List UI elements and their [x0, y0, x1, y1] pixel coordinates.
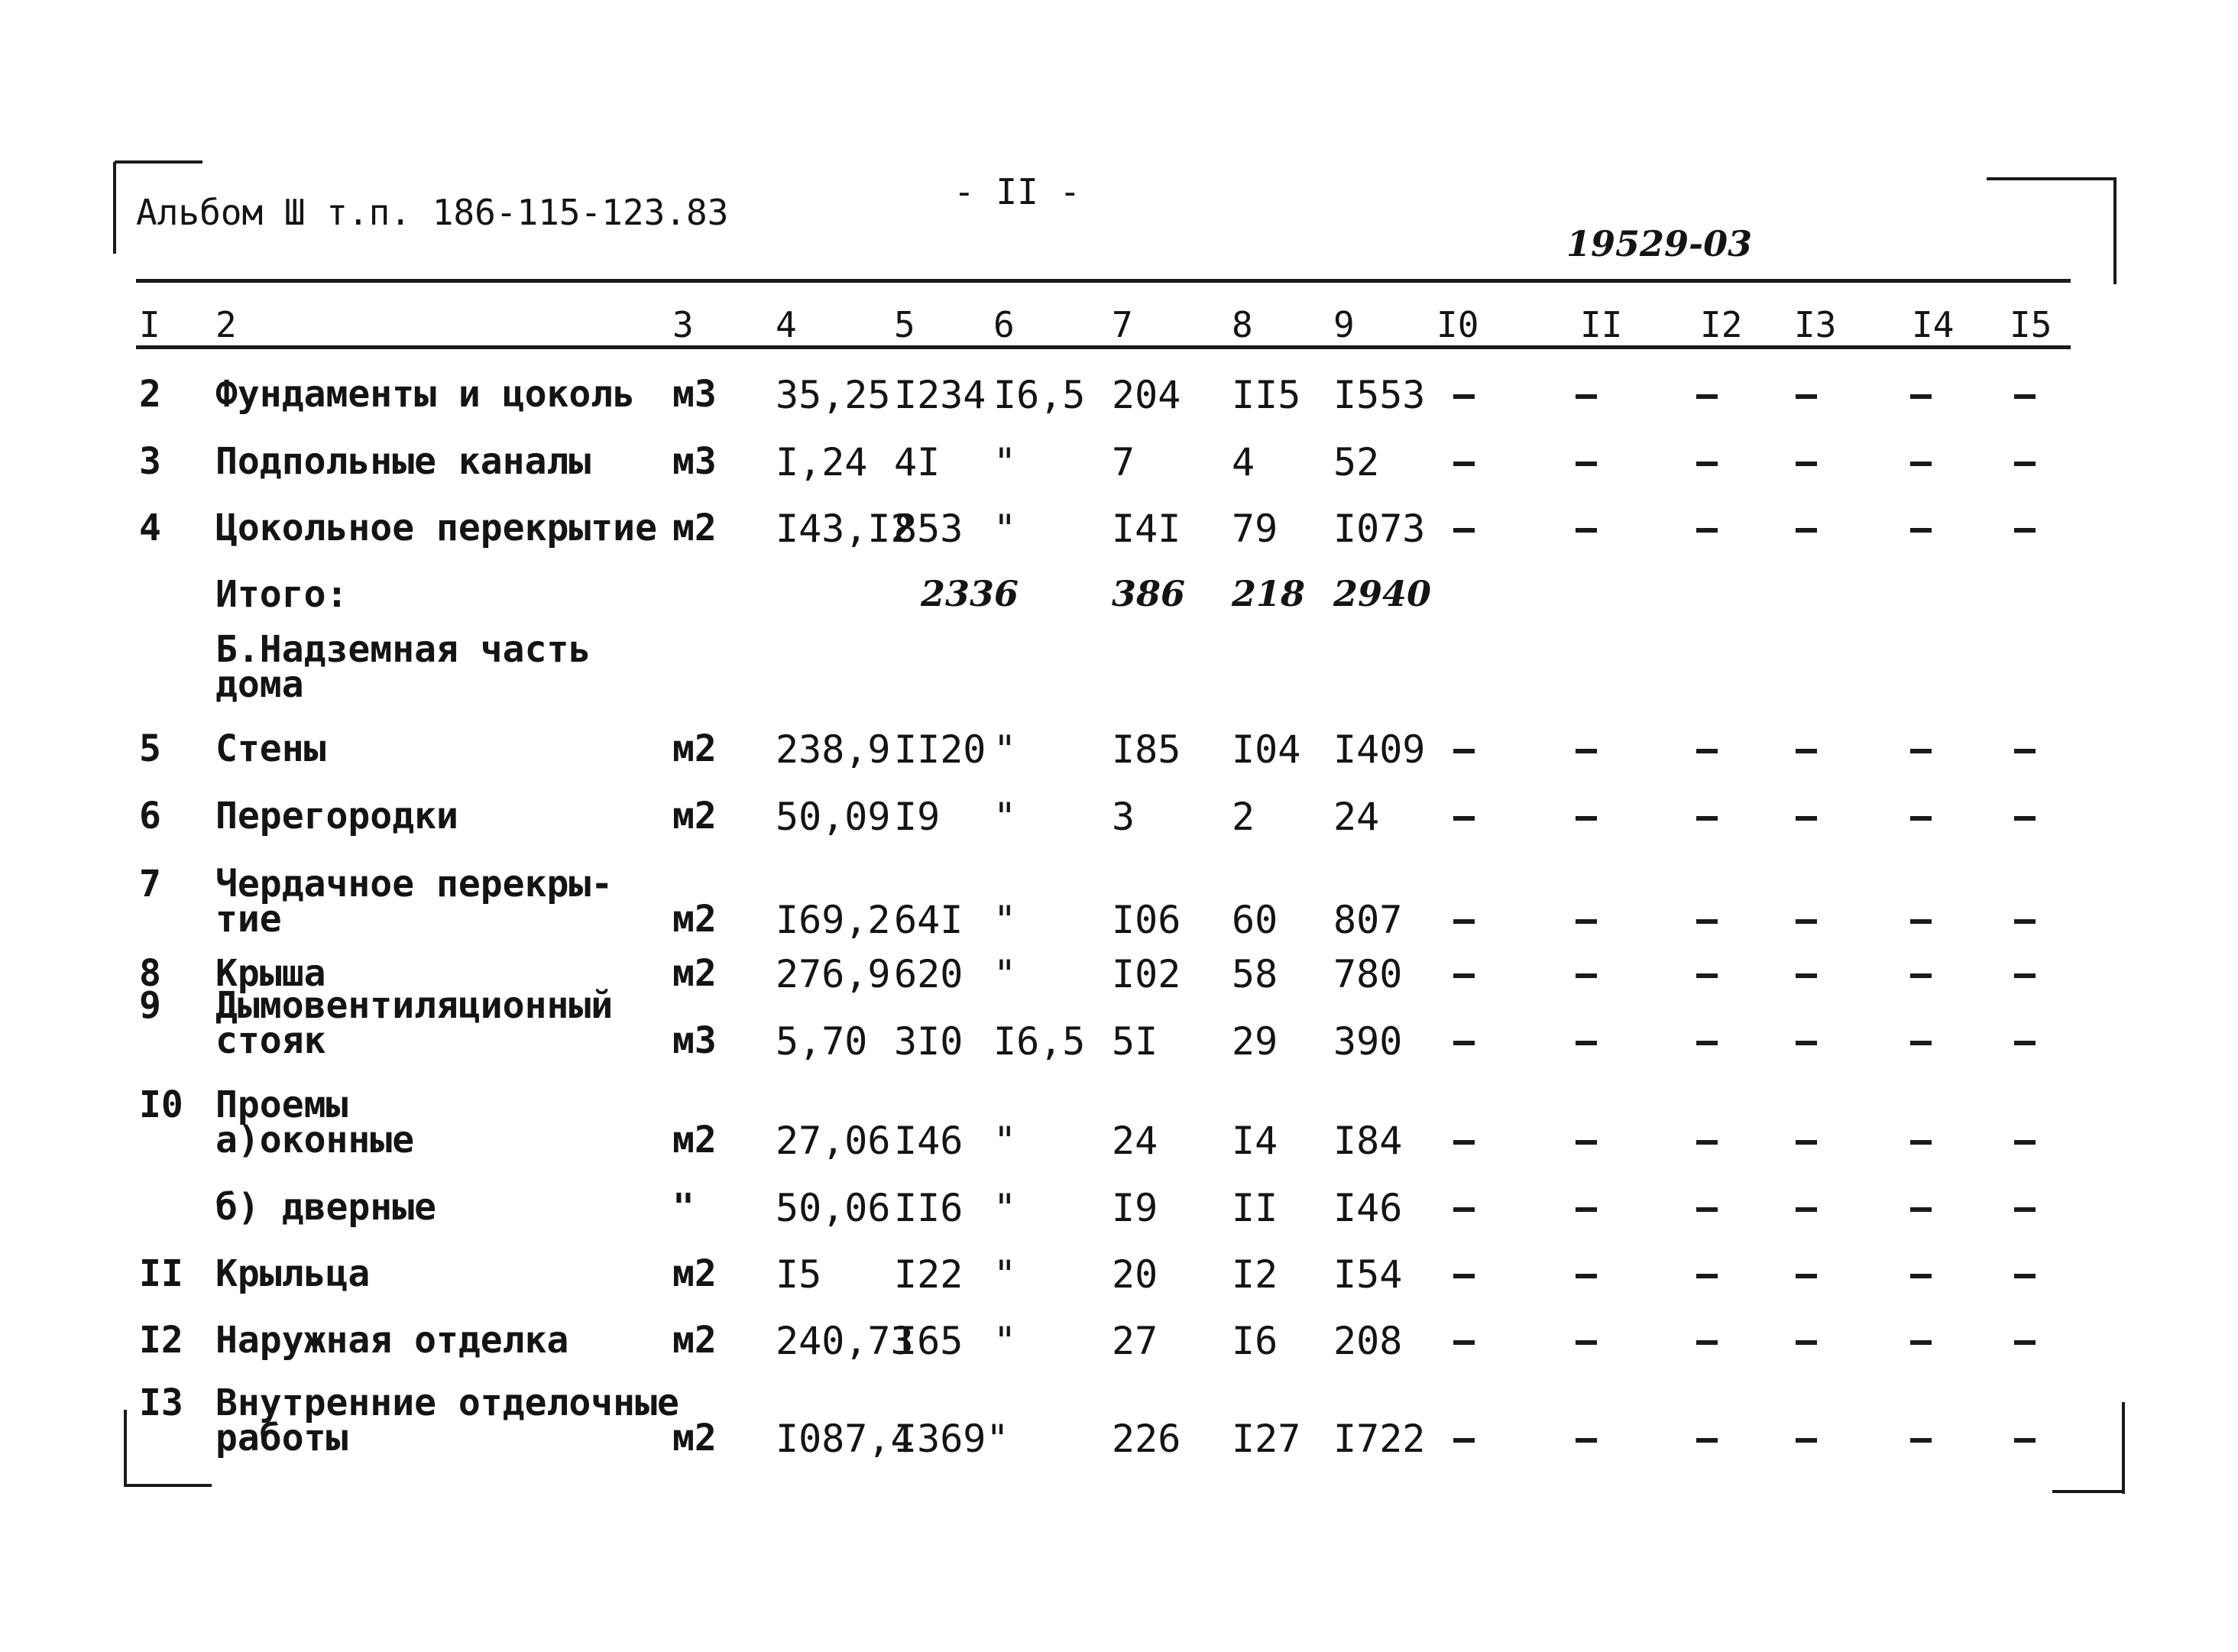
empty-cell-dash	[2014, 462, 2036, 466]
cell-col6: "	[993, 727, 1017, 772]
row-unit: м3	[672, 373, 717, 416]
empty-cell-dash	[1453, 462, 1475, 466]
row-name-line: а)оконные	[215, 1119, 415, 1161]
cell-col7: I9	[1112, 1186, 1158, 1230]
empty-cell-dash	[1796, 919, 1817, 924]
row-number: I0	[139, 1084, 183, 1126]
row-number: 2	[139, 373, 161, 416]
row-number: 4	[139, 507, 161, 549]
cell-col9: I84	[1333, 1119, 1403, 1163]
cell-col7: 27	[1112, 1319, 1158, 1363]
cell-col6: "	[993, 1119, 1017, 1163]
cell-col9: 24	[1333, 795, 1380, 839]
cell-col6: "	[993, 795, 1017, 839]
empty-cell-dash	[1696, 1438, 1718, 1443]
cell-col4: 50,06	[776, 1186, 891, 1230]
row-name-line: Цокольное перекрытие	[215, 507, 657, 549]
cell-col9: I46	[1333, 1186, 1403, 1230]
cell-col5: 853	[894, 507, 964, 551]
cell-col6: "	[993, 1319, 1017, 1363]
cell-col5: 2336	[921, 573, 1019, 614]
cell-col5: 64I	[894, 898, 964, 942]
empty-cell-dash	[1796, 1340, 1817, 1345]
column-number-10: I0	[1436, 304, 1479, 345]
empty-cell-dash	[1696, 1207, 1718, 1212]
cell-col6: "	[993, 1186, 1017, 1230]
cell-col9: 52	[1333, 440, 1380, 484]
empty-cell-dash	[1910, 1041, 1932, 1045]
column-number-11: II	[1580, 304, 1623, 345]
cell-col7: 3	[1112, 795, 1135, 839]
row-number: 5	[139, 727, 161, 770]
cell-col8: 60	[1232, 898, 1278, 942]
row-name-line: Наружная отделка	[215, 1319, 569, 1362]
row-name-line: Стены	[215, 727, 326, 770]
column-number-15: I5	[2010, 304, 2052, 345]
row-name-line: дома	[215, 663, 304, 706]
empty-cell-dash	[1696, 1140, 1718, 1145]
row-number: I2	[139, 1319, 183, 1362]
empty-cell-dash	[1576, 1041, 1597, 1045]
corner-bracket-bottom-left	[124, 1410, 127, 1486]
row-number: 7	[139, 863, 161, 905]
cell-col7: I02	[1112, 952, 1181, 996]
empty-cell-dash	[1453, 1438, 1475, 1443]
cell-col6: "	[993, 1252, 1017, 1297]
empty-cell-dash	[2014, 528, 2036, 533]
empty-cell-dash	[1696, 816, 1718, 821]
row-name-line: работы	[215, 1417, 348, 1459]
cell-col9: I409	[1333, 727, 1426, 772]
row-number: I3	[139, 1382, 183, 1424]
cell-col5: II6	[894, 1186, 964, 1230]
empty-cell-dash	[1796, 528, 1817, 533]
corner-bracket-bottom-right-h	[2052, 1490, 2125, 1493]
empty-cell-dash	[2014, 749, 2036, 753]
empty-cell-dash	[1910, 462, 1932, 466]
cell-col8: 79	[1232, 507, 1278, 551]
cell-col4: 50,09	[776, 795, 891, 839]
cell-col4: I,24	[776, 440, 868, 484]
cell-col7: I4I	[1112, 507, 1181, 551]
row-unit: м2	[672, 507, 717, 549]
empty-cell-dash	[2014, 919, 2036, 924]
empty-cell-dash	[1796, 816, 1817, 821]
empty-cell-dash	[1796, 394, 1817, 399]
cell-col4: 276,9	[776, 952, 891, 996]
column-number-3: 3	[672, 304, 694, 345]
row-unit: м2	[672, 1319, 717, 1362]
empty-cell-dash	[2014, 816, 2036, 821]
empty-cell-dash	[2014, 1274, 2036, 1278]
column-number-9: 9	[1333, 304, 1355, 345]
cell-col5: I65	[894, 1319, 964, 1363]
row-name-line: Фундаменты и цоколь	[215, 373, 636, 416]
cell-col7: I06	[1112, 898, 1181, 942]
corner-bracket-top-right-h	[1987, 177, 2117, 180]
document-code: 19529-03	[1566, 223, 1753, 264]
cell-col6: "	[993, 507, 1017, 551]
row-name-line: Б.Надземная часть	[215, 628, 591, 671]
row-unit: м3	[672, 440, 717, 483]
row-name-line: стояк	[215, 1019, 326, 1062]
empty-cell-dash	[1696, 919, 1718, 924]
cell-col4: 27,06	[776, 1119, 891, 1163]
cell-col9: I722	[1333, 1417, 1426, 1461]
cell-col9: I553	[1333, 373, 1426, 417]
empty-cell-dash	[1576, 462, 1597, 466]
corner-bracket-bottom-right	[2122, 1402, 2125, 1494]
empty-cell-dash	[1796, 1041, 1817, 1045]
empty-cell-dash	[1910, 973, 1932, 978]
cell-col5: I9	[894, 795, 941, 839]
cell-col5: 4I	[894, 440, 941, 484]
column-number-5: 5	[894, 304, 915, 345]
cell-col4: 35,25	[776, 373, 891, 417]
empty-cell-dash	[1576, 1140, 1597, 1145]
cell-col6: I6,5	[993, 1019, 1086, 1064]
empty-cell-dash	[1576, 528, 1597, 533]
empty-cell-dash	[1796, 1207, 1817, 1212]
cell-col7: 226	[1112, 1417, 1181, 1461]
cell-col9: 2940	[1333, 573, 1432, 614]
cell-col9: I073	[1333, 507, 1426, 551]
page-number: - II -	[954, 171, 1081, 212]
row-unit: "	[672, 1186, 695, 1229]
empty-cell-dash	[1576, 1274, 1597, 1278]
empty-cell-dash	[1453, 1041, 1475, 1045]
cell-col5: 3I0	[894, 1019, 964, 1064]
column-number-8: 8	[1232, 304, 1253, 345]
empty-cell-dash	[1453, 1274, 1475, 1278]
cell-col6: "	[993, 952, 1017, 996]
column-number-7: 7	[1112, 304, 1133, 345]
row-unit: м3	[672, 1019, 717, 1062]
empty-cell-dash	[1453, 394, 1475, 399]
cell-col5: I234	[894, 373, 986, 417]
empty-cell-dash	[2014, 1207, 2036, 1212]
cell-col8: I2	[1232, 1252, 1278, 1297]
row-name-line: Чердачное перекры-	[215, 863, 614, 905]
empty-cell-dash	[1910, 1340, 1932, 1345]
empty-cell-dash	[2014, 1041, 2036, 1045]
row-unit: м2	[672, 1252, 717, 1295]
empty-cell-dash	[1696, 749, 1718, 753]
empty-cell-dash	[1576, 749, 1597, 753]
empty-cell-dash	[1576, 1207, 1597, 1212]
cell-col8: 2	[1232, 795, 1255, 839]
row-unit: м2	[672, 795, 717, 837]
empty-cell-dash	[1576, 394, 1597, 399]
header-rule	[136, 279, 2071, 283]
row-unit: м2	[672, 952, 717, 995]
cell-col7: 386	[1112, 573, 1186, 614]
cell-col8: I6	[1232, 1319, 1278, 1363]
empty-cell-dash	[1910, 528, 1932, 533]
column-header-rule	[136, 345, 2071, 349]
cell-col7: 20	[1112, 1252, 1158, 1297]
empty-cell-dash	[1796, 749, 1817, 753]
corner-bracket-bottom-left-h	[124, 1484, 212, 1487]
cell-col8: I27	[1232, 1417, 1301, 1461]
cell-col7: 204	[1112, 373, 1181, 417]
cell-col5: I369"	[894, 1417, 1009, 1461]
cell-col8: 218	[1232, 573, 1306, 614]
row-unit: м2	[672, 1119, 717, 1161]
row-name-line: Дымовентиляционный	[215, 984, 614, 1027]
empty-cell-dash	[1453, 1340, 1475, 1345]
cell-col7: 7	[1112, 440, 1135, 484]
empty-cell-dash	[1910, 394, 1932, 399]
row-name-line: Итого:	[215, 573, 348, 616]
row-number: 6	[139, 795, 161, 837]
cell-col4: I087,4	[776, 1417, 914, 1461]
row-number: 9	[139, 984, 161, 1027]
empty-cell-dash	[1576, 973, 1597, 978]
cell-col5: I46	[894, 1119, 964, 1163]
empty-cell-dash	[1910, 1274, 1932, 1278]
empty-cell-dash	[1796, 1140, 1817, 1145]
row-unit: м2	[672, 1417, 717, 1459]
empty-cell-dash	[1453, 749, 1475, 753]
empty-cell-dash	[1910, 1140, 1932, 1145]
cell-col8: 29	[1232, 1019, 1278, 1064]
empty-cell-dash	[1453, 919, 1475, 924]
empty-cell-dash	[1696, 462, 1718, 466]
empty-cell-dash	[1696, 1340, 1718, 1345]
row-name-line: тие	[215, 898, 282, 941]
column-number-12: I2	[1700, 304, 1743, 345]
cell-col6: I6,5	[993, 373, 1086, 417]
empty-cell-dash	[1576, 1340, 1597, 1345]
empty-cell-dash	[2014, 394, 2036, 399]
empty-cell-dash	[1453, 1140, 1475, 1145]
cell-col8: 4	[1232, 440, 1255, 484]
cell-col4: 5,70	[776, 1019, 868, 1064]
empty-cell-dash	[1576, 1438, 1597, 1443]
empty-cell-dash	[1696, 973, 1718, 978]
column-number-1: I	[139, 304, 160, 345]
empty-cell-dash	[1696, 1274, 1718, 1278]
empty-cell-dash	[1696, 528, 1718, 533]
row-name-line: Проемы	[215, 1084, 348, 1126]
cell-col4: I43,I2	[776, 507, 914, 551]
empty-cell-dash	[1576, 816, 1597, 821]
row-name-line: б) дверные	[215, 1186, 436, 1229]
empty-cell-dash	[1696, 394, 1718, 399]
cell-col9: 208	[1333, 1319, 1403, 1363]
album-title: Альбом Ш т.п. 186-115-123.83	[136, 192, 729, 233]
cell-col4: 240,73	[776, 1319, 914, 1363]
cell-col4: 238,9	[776, 727, 891, 772]
cell-col9: I54	[1333, 1252, 1403, 1297]
empty-cell-dash	[1453, 973, 1475, 978]
empty-cell-dash	[1796, 462, 1817, 466]
row-unit: м2	[672, 898, 717, 941]
empty-cell-dash	[1910, 1438, 1932, 1443]
cell-col4: I69,2	[776, 898, 891, 942]
empty-cell-dash	[1576, 919, 1597, 924]
empty-cell-dash	[2014, 1340, 2036, 1345]
empty-cell-dash	[2014, 1140, 2036, 1145]
cell-col9: 390	[1333, 1019, 1403, 1064]
empty-cell-dash	[1910, 1207, 1932, 1212]
cell-col8: I4	[1232, 1119, 1278, 1163]
column-number-2: 2	[215, 304, 237, 345]
empty-cell-dash	[1796, 973, 1817, 978]
empty-cell-dash	[1453, 816, 1475, 821]
empty-cell-dash	[1910, 749, 1932, 753]
empty-cell-dash	[1453, 528, 1475, 533]
row-name-line: Перегородки	[215, 795, 458, 837]
empty-cell-dash	[1796, 1438, 1817, 1443]
empty-cell-dash	[1453, 1207, 1475, 1212]
row-number: 3	[139, 440, 161, 483]
cell-col8: I04	[1232, 727, 1301, 772]
empty-cell-dash	[1796, 1274, 1817, 1278]
cell-col4: I5	[776, 1252, 822, 1297]
cell-col7: 24	[1112, 1119, 1158, 1163]
cell-col5: II20	[894, 727, 986, 772]
column-number-14: I4	[1912, 304, 1955, 345]
cell-col5: I22	[894, 1252, 964, 1297]
cell-col8: II	[1232, 1186, 1278, 1230]
column-number-6: 6	[993, 304, 1015, 345]
empty-cell-dash	[2014, 1438, 2036, 1443]
row-name-line: Крыльца	[215, 1252, 371, 1295]
corner-bracket-top-left	[113, 162, 116, 254]
row-name-line: Подпольные каналы	[215, 440, 591, 483]
empty-cell-dash	[1696, 1041, 1718, 1045]
cell-col7: I85	[1112, 727, 1181, 772]
cell-col8: 58	[1232, 952, 1278, 996]
row-unit: м2	[672, 727, 717, 770]
cell-col6: "	[993, 898, 1017, 942]
column-number-13: I3	[1794, 304, 1837, 345]
empty-cell-dash	[2014, 973, 2036, 978]
row-name-line: Крыша	[215, 952, 326, 995]
column-number-4: 4	[776, 304, 797, 345]
cell-col9: 807	[1333, 898, 1403, 942]
cell-col5: 620	[894, 952, 964, 996]
corner-bracket-top-left-h	[115, 160, 202, 164]
cell-col9: 780	[1333, 952, 1403, 996]
row-name-line: Внутренние отделочные	[215, 1382, 679, 1424]
empty-cell-dash	[1910, 816, 1932, 821]
corner-bracket-top-right	[2113, 177, 2117, 284]
cell-col7: 5I	[1112, 1019, 1158, 1064]
cell-col8: II5	[1232, 373, 1301, 417]
empty-cell-dash	[1910, 919, 1932, 924]
row-number: II	[139, 1252, 183, 1295]
cell-col6: "	[993, 440, 1017, 484]
row-number: 8	[139, 952, 161, 995]
